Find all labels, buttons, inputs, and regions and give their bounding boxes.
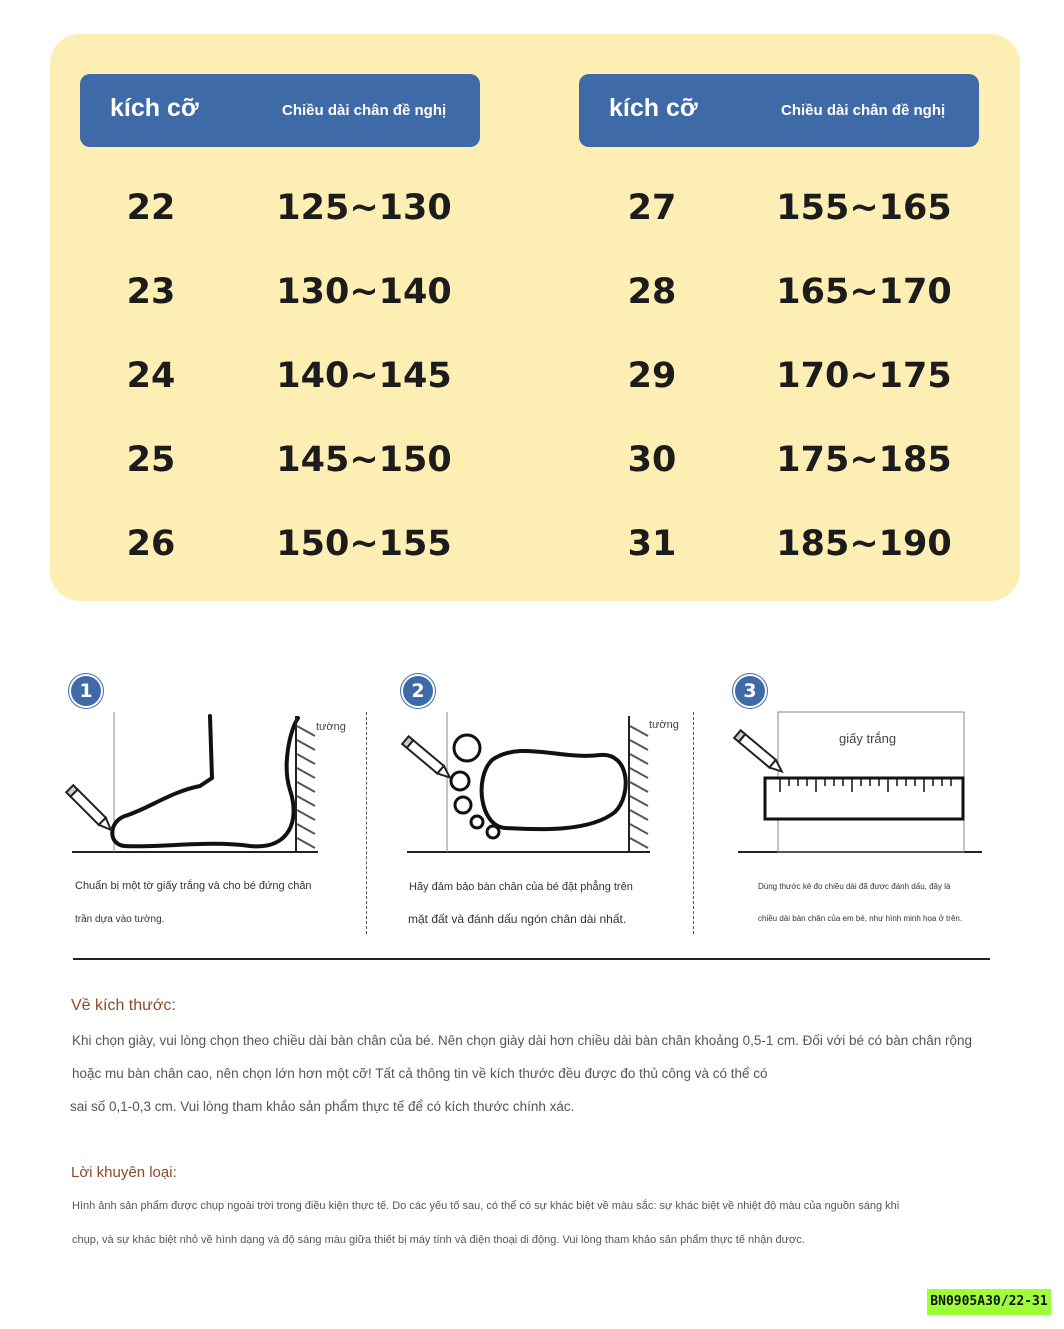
size-cell: 28	[627, 272, 677, 312]
length-cell: 185~190	[776, 524, 952, 564]
pencil-icon	[734, 730, 785, 775]
size-cell: 26	[126, 524, 176, 564]
step-separator	[366, 712, 367, 934]
header-length-label: Chiều dài chân đề nghị	[781, 102, 946, 119]
size-cell: 24	[126, 356, 176, 396]
step-1-text-line1: Chuẩn bị một tờ giấy trắng và cho bé đứng chân	[75, 880, 312, 892]
size-cell: 23	[126, 272, 176, 312]
length-cell: 175~185	[776, 440, 952, 480]
advice-line1: Hình ảnh sản phẩm được chụp ngoài trời trong điều kiện thực tế. Do các yếu tố sau, có thể có sự khác biệt về màu sắc: sự khác biệt về nhiệt độ màu của nguồn sáng khi	[72, 1200, 900, 1212]
section-divider	[73, 958, 990, 960]
about-size-line2: hoặc mu bàn chân cao, nên chọn lớn hơn một cỡ! Tất cả thông tin về kích thước đều được đo thủ công và có thể có	[72, 1066, 768, 1081]
size-cell: 31	[627, 524, 677, 564]
step-separator	[693, 712, 694, 934]
advice-title: Lời khuyên loại:	[71, 1164, 177, 1181]
size-cell: 29	[627, 356, 677, 396]
length-cell: 165~170	[776, 272, 952, 312]
size-cell: 30	[627, 440, 677, 480]
about-size-line3: sai số 0,1-0,3 cm. Vui lòng tham khảo sản phẩm thực tế để có kích thước chính xác.	[70, 1099, 575, 1114]
step-2-badge: 2	[403, 676, 433, 706]
paper-label: giấy trắng	[839, 731, 897, 746]
size-cell: 22	[126, 188, 176, 228]
step-2-text-line2: mặt đất và đánh dấu ngón chân dài nhất.	[408, 912, 627, 926]
step-1-badge: 1	[71, 676, 101, 706]
about-size-title: Về kích thước:	[71, 997, 176, 1014]
pencil-icon	[402, 736, 453, 781]
step-3-badge: 3	[735, 676, 765, 706]
step-2-text-line1: Hãy đảm bảo bàn chân của bé đặt phẳng trên	[409, 881, 633, 893]
advice-line2: chụp, và sự khác biệt nhỏ về hình dạng và độ sáng màu giữa thiết bị máy tính và điện thoại di động. Vui lòng tham khảo sản phẩm thực tế nhận được.	[72, 1234, 805, 1246]
length-cell: 170~175	[776, 356, 952, 396]
length-cell: 130~140	[276, 272, 452, 312]
length-cell: 140~145	[276, 356, 452, 396]
length-cell: 155~165	[776, 188, 952, 228]
length-cell: 150~155	[276, 524, 452, 564]
header-size-label: kích cỡ	[609, 94, 698, 122]
size-cell: 25	[126, 440, 176, 480]
product-code-badge: BN0905A30/22-31	[927, 1289, 1051, 1315]
pencil-icon	[66, 785, 114, 833]
length-cell: 125~130	[276, 188, 452, 228]
size-cell: 27	[627, 188, 677, 228]
step-3-text-line1: Dùng thước kẻ đo chiều dài đã được đánh dấu, đây là	[758, 882, 951, 891]
wall-label: tường	[649, 719, 679, 731]
about-size-line1: Khi chọn giày, vui lòng chọn theo chiều dài bàn chân của bé. Nên chọn giày dài hơn chiều dài bàn chân khoảng 0,5-1 cm. Đối với bé có bàn chân rộng	[72, 1033, 973, 1048]
header-size-label: kích cỡ	[110, 94, 199, 122]
step-3-text-line2: chiều dài bàn chân của em bé, như hình minh họa ở trên.	[758, 914, 963, 923]
foot-side-icon	[72, 712, 318, 852]
footprint-icon	[407, 712, 650, 852]
header-length-label: Chiều dài chân đề nghị	[282, 102, 447, 119]
length-cell: 145~150	[276, 440, 452, 480]
wall-label: tường	[316, 721, 346, 733]
step-1-text-line2: trần dựa vào tường.	[75, 914, 165, 925]
